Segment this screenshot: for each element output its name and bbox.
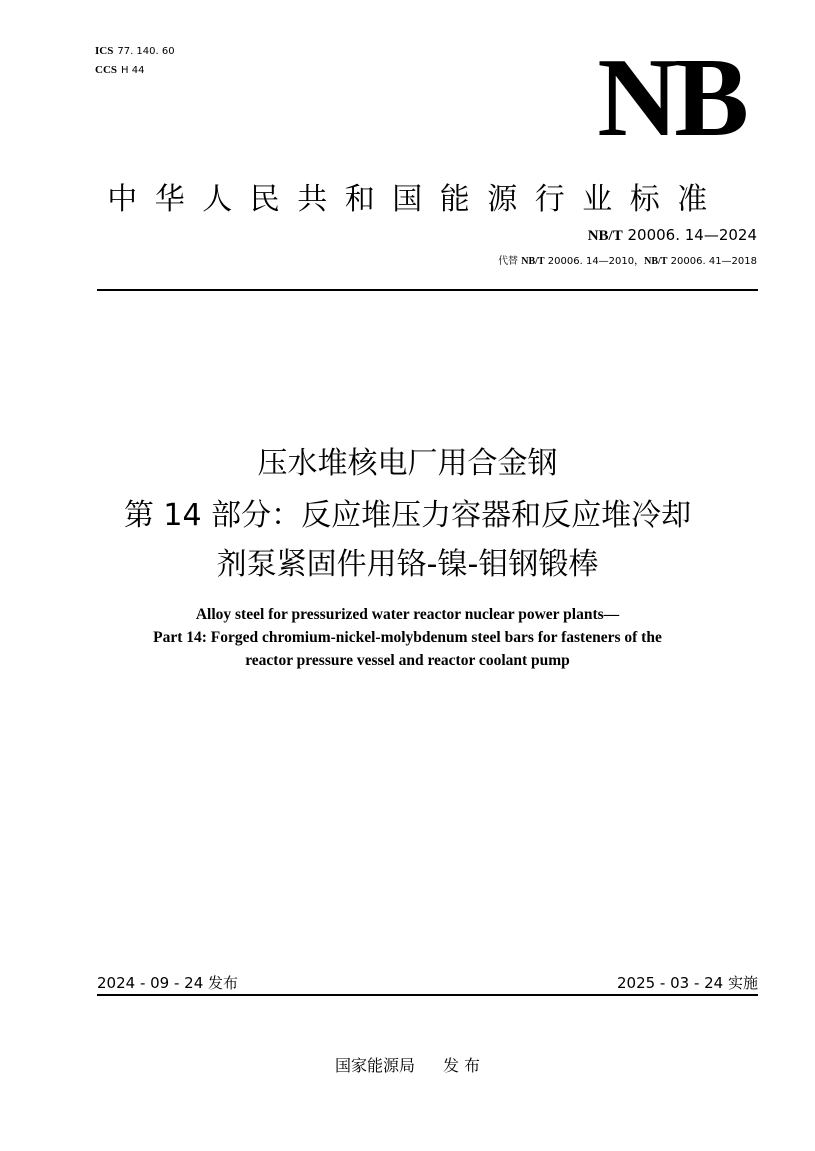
effective-date: 2025 - 03 - 24 实施 — [616, 974, 758, 992]
ics-value: 77. 140. 60 — [117, 46, 175, 57]
replaces-1-number: 20006. 14—2010， — [547, 256, 645, 267]
title-en-line-1: Alloy steel for pressurized water reactor nuclear power plants— — [195, 606, 620, 623]
issuer-name: 国家能源局 — [334, 1056, 415, 1075]
replaces-1-prefix: NB/T — [521, 256, 545, 267]
standard-number — [588, 226, 757, 245]
title-zh-line-3: 剂泵紧固件用铬-镍-钼钢锻棒 — [216, 547, 599, 582]
title-en-line-2: Part 14: Forged chromium-nickel-molybdenum steel bars for fasteners of the — [153, 629, 662, 646]
replaces-line — [498, 252, 757, 267]
standard-number-value: 20006. 14—2024 — [627, 226, 757, 244]
replaces-label: 代替 — [498, 256, 519, 267]
replaces-2-prefix: NB/T — [644, 256, 668, 267]
title-zh-line-1: 压水堆核电厂用合金钢 — [257, 446, 558, 481]
ccs-label: CCS — [95, 64, 118, 76]
ics-label: ICS — [95, 45, 114, 57]
classification-codes — [95, 40, 175, 82]
header-divider — [97, 289, 758, 291]
footer-divider — [97, 994, 758, 996]
issuer-line — [0, 1053, 815, 1076]
ccs-value: H 44 — [121, 65, 145, 76]
nb-logo: NB — [597, 36, 745, 160]
industry-title: 中华人民共和国能源行业标准 — [107, 182, 725, 217]
title-en-line-3: reactor pressure vessel and reactor coolant pump — [245, 652, 570, 669]
issue-date: 2024 - 09 - 24 发布 — [97, 974, 239, 992]
replaces-2-number: 20006. 41—2018 — [670, 256, 757, 267]
title-zh-line-2: 第 14 部分：反应堆压力容器和反应堆冷却 — [123, 498, 692, 533]
title-en — [0, 603, 815, 672]
standard-prefix: NB/T — [587, 228, 623, 244]
issuer-action: 发 布 — [442, 1056, 481, 1075]
